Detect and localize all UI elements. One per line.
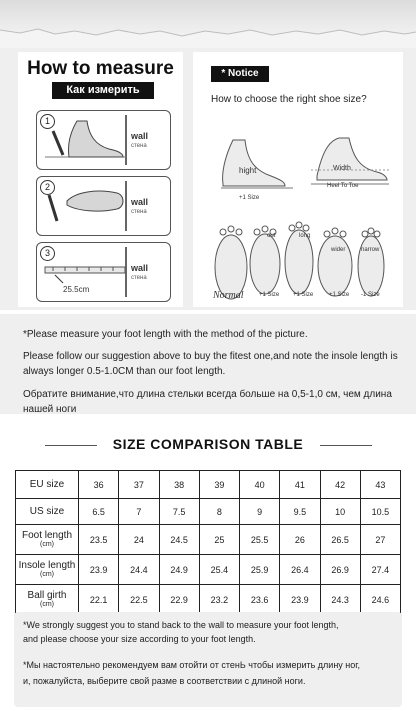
row-label: Foot length [21,529,73,541]
ruler-icon [37,243,170,301]
row-header [16,499,79,525]
table-cell: 23.2 [199,585,239,615]
note-ru-line-1: *Мы настоятельно рекомендуем вам отойти от стенЬ чтобы измерить длину ног, [23,660,360,670]
table-cell: 24.9 [159,555,199,585]
instructions-panel [0,314,416,414]
row-label: Insole length [18,559,76,571]
wall-label-ru: стена [131,143,147,149]
heel-to-toe-label: Heel To Toe [327,183,359,189]
table-cell: 39 [199,471,239,499]
foot-side-view-icon [37,111,170,169]
row-header [16,525,79,555]
table-cell: 25.5 [240,525,280,555]
table-cell: 9 [240,499,280,525]
how-to-measure-subtitle: Как измерить [52,82,154,99]
wall-label: wall [131,197,149,207]
plus-one-size-label: +1 Size [239,195,260,201]
row-label: Ball girth [27,589,67,601]
measured-length-label: 25.5cm [63,285,90,294]
row-unit: (cm) [40,540,54,548]
table-cell: 25.4 [199,555,239,585]
table-cell: 7.5 [159,499,199,525]
table-cell: 24.3 [320,585,360,615]
bottom-notes-box [14,612,402,707]
table-cell: 24.6 [360,585,400,615]
measure-step-1 [36,110,171,170]
table-cell: 23.6 [240,585,280,615]
table-cell: 42 [320,471,360,499]
row-header [16,555,79,585]
hight-label: hight [239,166,257,175]
row-unit: (cm) [40,570,54,578]
torn-paper-edge-icon [0,0,416,48]
narrow-label: narrow [361,247,380,253]
row-header [16,585,79,615]
how-to-measure-title: How to measure [27,58,174,79]
table-row [16,471,401,499]
table-cell: 36 [79,471,119,499]
step-number: 2 [40,180,55,195]
note-ru-line-2: и, пожалуйста, выберите свой разме в соответствии с длиной ноги. [23,676,306,686]
table-cell: 24 [119,525,159,555]
row-header [16,471,79,499]
table-cell: 10.5 [360,499,400,525]
table-cell: 23.5 [79,525,119,555]
table-cell: 26 [280,525,320,555]
table-row [16,525,401,555]
table-cell: 27.4 [360,555,400,585]
how-to-measure-card [18,52,183,307]
long-label: long [299,233,311,239]
table-cell: 38 [159,471,199,499]
table-cell: 22.1 [79,585,119,615]
table-row [16,555,401,585]
notice-card [193,52,403,307]
table-cell: 24.5 [159,525,199,555]
table-cell: 8 [199,499,239,525]
foot-size-label-1: +1 Size [259,292,280,298]
table-cell: 37 [119,471,159,499]
size-comparison-table [15,470,401,615]
step-number: 3 [40,246,55,261]
table-cell: 22.5 [119,585,159,615]
table-cell: 7 [119,499,159,525]
table-cell: 6.5 [79,499,119,525]
row-label: US size [29,505,65,517]
table-cell: 40 [240,471,280,499]
note-en-line-1: *We strongly suggest you to stand back to the wall to measure your foot length, [23,620,339,630]
table-row [16,499,401,525]
table-row [16,585,401,615]
table-cell: 24.4 [119,555,159,585]
foot-size-label-2: +1 Size [293,292,314,298]
width-label: Width [333,165,351,172]
table-cell: 25 [199,525,239,555]
table-cell: 26.9 [320,555,360,585]
note-en-line-2: and please choose your size according to your foot length. [23,634,256,644]
foot-size-label-4: -1 Size [361,292,380,298]
row-label: EU size [29,478,65,490]
table-cell: 23.9 [280,585,320,615]
notice-question: How to choose the right shoe size? [211,94,367,105]
instruction-line-2: Please follow our suggestion above to buy the fitest one,and note the insole length is always longer 0.5-1.0CM than our foot length. [23,351,398,377]
table-cell: 22.9 [159,585,199,615]
wall-label-ru: стена [131,209,147,215]
table-cell: 25.9 [240,555,280,585]
step-number: 1 [40,114,55,129]
foot-size-label-3: +1 Size [329,292,350,298]
instruction-line-ru: Обратите внимание,что длина стельки всегда больше на 0,5-1,0 см, чем длина нашей ноги [23,389,392,415]
out-label: out [267,233,276,239]
normal-label: Normal [213,290,244,301]
torn-paper-header [0,0,416,48]
measure-step-2 [36,176,171,236]
table-cell: 26.5 [320,525,360,555]
wall-label: wall [131,263,149,273]
measure-step-3 [36,242,171,302]
row-unit: (cm) [40,600,54,608]
wall-label: wall [131,131,149,141]
table-cell: 9.5 [280,499,320,525]
instruction-line-1: *Please measure your foot length with the method of the picture. [23,329,308,340]
size-table-title: SIZE COMPARISON TABLE [112,436,304,452]
table-cell: 27 [360,525,400,555]
table-cell: 10 [320,499,360,525]
wall-label-ru: стена [131,275,147,281]
wider-label: wider [331,247,346,253]
table-cell: 43 [360,471,400,499]
table-cell: 26.4 [280,555,320,585]
foot-fit-diagram-icon [193,52,403,307]
notice-badge: * Notice [211,66,269,82]
table-cell: 41 [280,471,320,499]
table-cell: 23.9 [79,555,119,585]
foot-top-view-icon [37,177,170,235]
